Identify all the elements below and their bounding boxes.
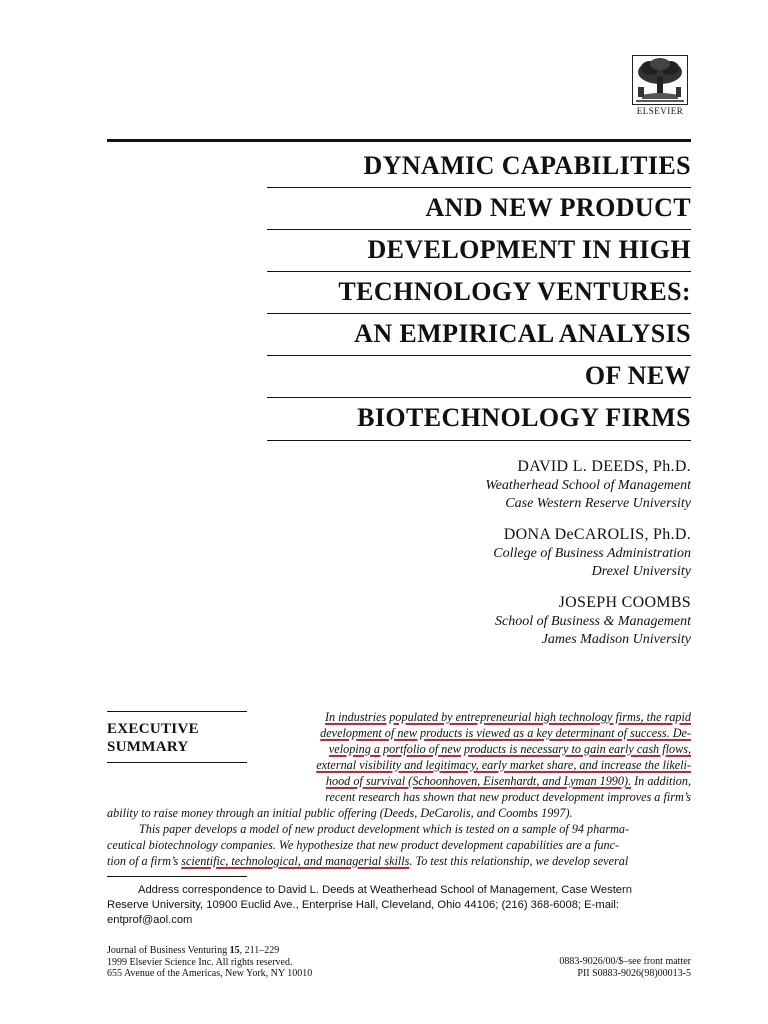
article-identifiers — [559, 956, 691, 979]
copyright-line: 1999 Elsevier Science Inc. All rights reserved. — [107, 956, 293, 968]
abstract-line — [267, 709, 691, 725]
issn-line: 0883-9026/00/$–see front matter — [559, 956, 691, 967]
footnote-line: Reserve University, 10900 Euclid Ave., Enterprise Hall, Cleveland, Ohio 44106; (216) 368-6008; E-mail: — [107, 899, 619, 911]
highlighted-text: scientific, technological, and managerial skills — [181, 854, 410, 868]
abstract-text: . To test this relationship, we develop several — [409, 854, 629, 868]
highlighted-text: external visibility and legitimacy, early market share, and increase the likeli- — [316, 758, 691, 772]
footnote-rule — [107, 876, 247, 877]
title-line: AN EMPIRICAL ANALYSIS — [267, 314, 691, 356]
publisher-name: ELSEVIER — [636, 106, 684, 116]
author-affiliation: College of Business Administration — [493, 546, 691, 561]
author-institution: Drexel University — [591, 564, 691, 579]
author-institution: Case Western Reserve University — [505, 496, 691, 511]
author-institution: James Madison University — [541, 632, 691, 647]
author-list — [300, 457, 691, 661]
summary-rule-top — [107, 711, 247, 712]
title-line: BIOTECHNOLOGY FIRMS — [267, 398, 691, 441]
abstract-line: recent research has shown that new product development improves a firm’s — [325, 790, 691, 804]
pii-line: PII S0883-9026(98)00013-5 — [577, 967, 691, 979]
highlighted-text: In industries populated by entrepreneurial high technology firms, the rapid — [324, 710, 691, 724]
author-affiliation: School of Business & Management — [495, 614, 691, 629]
elsevier-tree-icon — [632, 55, 688, 105]
author-name: DAVID L. DEEDS, Ph.D. — [517, 458, 691, 475]
publisher-logo — [628, 55, 692, 116]
paper-title — [267, 146, 691, 441]
author-name: DONA DeCAROLIS, Ph.D. — [503, 526, 691, 543]
title-line: AND NEW PRODUCT — [267, 188, 691, 230]
journal-volume: 15 — [229, 945, 240, 956]
highlighted-text: development of new products is viewed as a key determinant of success. De- — [320, 726, 691, 740]
section-heading — [107, 720, 199, 756]
title-line: OF NEW — [267, 356, 691, 398]
title-line: TECHNOLOGY VENTURES: — [267, 272, 691, 314]
section-heading-line: EXECUTIVE — [107, 721, 199, 737]
author-affiliation: Weatherhead School of Management — [485, 478, 691, 493]
abstract-text: In addition, — [631, 774, 691, 788]
correspondence-footnote — [107, 883, 691, 928]
title-line: DYNAMIC CAPABILITIES — [267, 146, 691, 188]
abstract-text: tion of a firm’s — [107, 854, 182, 868]
highlighted-text: hood of survival (Schoonhoven, Eisenhardt, and Lyman 1990). — [325, 774, 632, 788]
abstract-line — [267, 741, 691, 757]
journal-pages: , 211–229 — [239, 945, 280, 956]
journal-citation — [107, 945, 312, 980]
abstract-line — [267, 725, 691, 741]
top-rule — [107, 139, 691, 142]
author-name: JOSEPH COOMBS — [558, 594, 691, 611]
author-entry — [300, 593, 691, 649]
section-heading-line: SUMMARY — [107, 739, 189, 755]
summary-rule-bottom — [107, 762, 247, 763]
abstract-line — [107, 853, 628, 869]
abstract-line: ceutical biotechnology companies. We hypothesize that new product development capabilities are a func- — [107, 838, 620, 852]
journal-name: Journal of Business Venturing — [107, 945, 230, 956]
title-line: DEVELOPMENT IN HIGH — [267, 230, 691, 272]
footnote-line: entprof@aol.com — [107, 914, 193, 926]
highlighted-text: veloping a portfolio of new products is necessary to gain early cash flows, — [328, 742, 691, 756]
abstract-line: This paper develops a model of new product development which is tested on a sample of 94 pharma- — [139, 822, 630, 836]
footnote-line — [107, 883, 691, 898]
publisher-address: 655 Avenue of the Americas, New York, NY 10010 — [107, 968, 313, 979]
abstract-line — [267, 757, 691, 773]
abstract-line — [267, 773, 691, 789]
journal-line — [107, 945, 312, 957]
abstract-line: ability to raise money through an initial public offering (Deeds, DeCarolis, and Coombs 1997). — [107, 806, 573, 820]
footnote-text: Address correspondence to David L. Deeds at Weatherhead School of Management, Case Western — [138, 884, 632, 896]
author-entry — [300, 457, 691, 513]
author-entry — [300, 525, 691, 581]
